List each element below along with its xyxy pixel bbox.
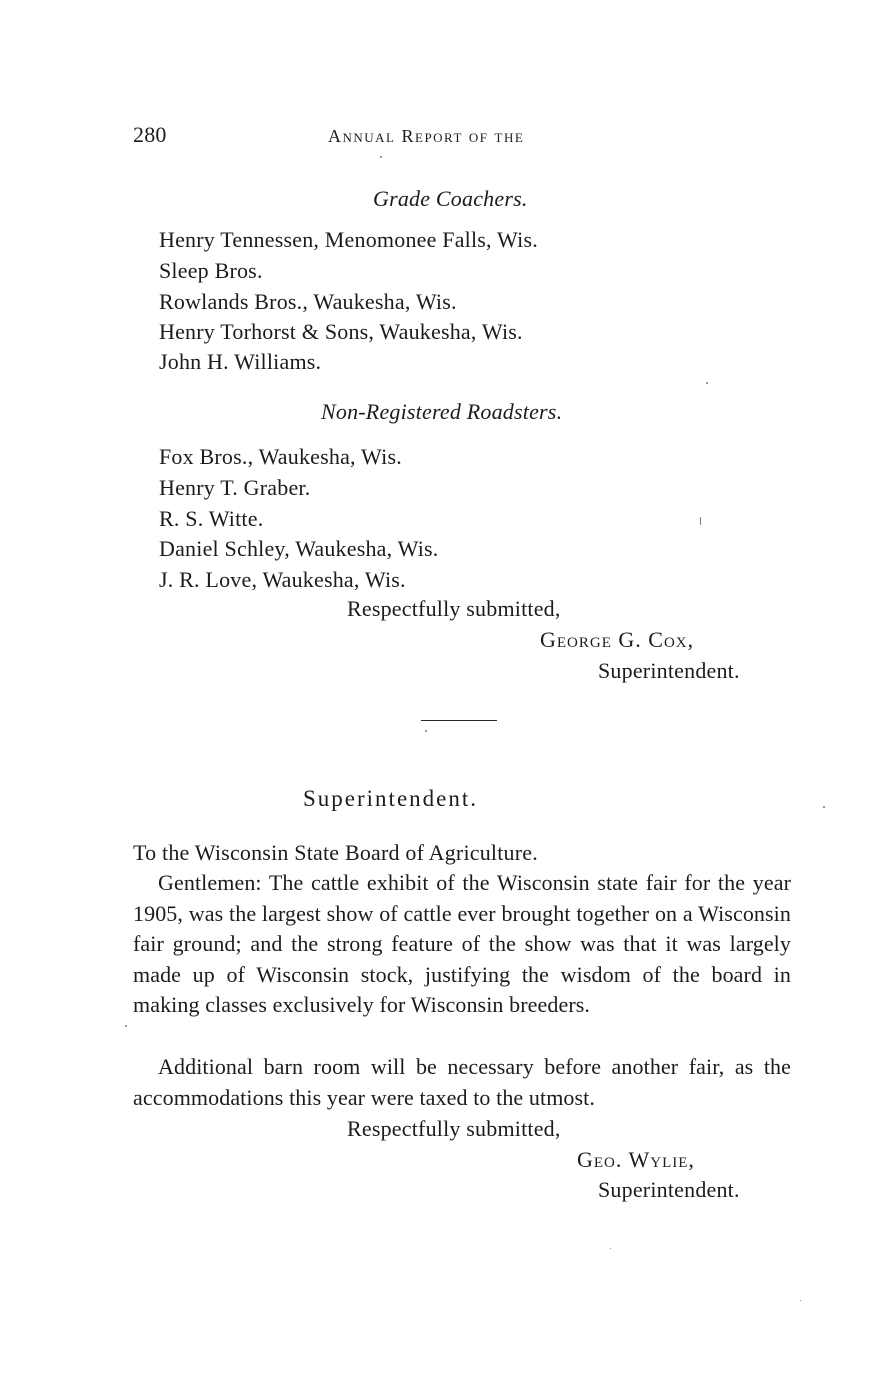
page-number: 280 bbox=[133, 122, 167, 147]
grade-coachers-entry: Henry Torhorst & Sons, Waukesha, Wis. bbox=[159, 319, 523, 344]
grade-coachers-entry: Rowlands Bros., Waukesha, Wis. bbox=[159, 289, 457, 314]
signatory-name: George G. Cox, bbox=[540, 627, 695, 652]
roadsters-entry: Henry T. Graber. bbox=[159, 475, 311, 500]
body-paragraph: Gentlemen: The cattle exhibit of the Wisconsin state fair for the year 1905, was the largest show of cattle ever brought together on a Wisconsin fair ground; and the strong feature of the show was that it was largely made up of Wisconsin stock, justifying the wisdom of the board in making classes exclusively for Wisconsin breeders. bbox=[133, 870, 791, 1018]
scan-speck bbox=[610, 1248, 611, 1249]
department-title: Superintendent. bbox=[303, 786, 478, 811]
grade-coachers-entry: Sleep Bros. bbox=[159, 258, 263, 283]
signatory-name: Geo. Wylie, bbox=[577, 1147, 695, 1172]
scan-speck bbox=[125, 1025, 127, 1027]
scan-speck bbox=[823, 806, 825, 808]
closing-line: Respectfully submitted, bbox=[347, 596, 561, 621]
closing-line: Respectfully submitted, bbox=[347, 1116, 561, 1141]
scan-speck bbox=[425, 730, 427, 732]
signatory-title: Superintendent. bbox=[598, 1177, 740, 1202]
scan-speck bbox=[800, 1300, 801, 1301]
salutation: To the Wisconsin State Board of Agriculture. bbox=[133, 840, 538, 865]
scan-speck bbox=[706, 382, 708, 384]
roadsters-heading: Non-Registered Roadsters. bbox=[321, 399, 563, 424]
body-paragraph: Additional barn room will be necessary before another fair, as the accommodations this year were taxed to the utmost. bbox=[133, 1054, 791, 1110]
roadsters-entry: Fox Bros., Waukesha, Wis. bbox=[159, 444, 402, 469]
roadsters-entry: J. R. Love, Waukesha, Wis. bbox=[159, 567, 406, 592]
grade-coachers-entry: John H. Williams. bbox=[159, 349, 322, 374]
grade-coachers-entry: Henry Tennessen, Menomonee Falls, Wis. bbox=[159, 227, 538, 252]
grade-coachers-heading: Grade Coachers. bbox=[373, 186, 528, 211]
running-head: Annual Report of the bbox=[328, 126, 525, 146]
scan-speck bbox=[700, 517, 701, 525]
roadsters-entry: R. S. Witte. bbox=[159, 506, 264, 531]
signatory-title: Superintendent. bbox=[598, 658, 740, 683]
section-divider bbox=[421, 720, 497, 721]
roadsters-entry: Daniel Schley, Waukesha, Wis. bbox=[159, 536, 439, 561]
scan-speck bbox=[380, 156, 382, 158]
